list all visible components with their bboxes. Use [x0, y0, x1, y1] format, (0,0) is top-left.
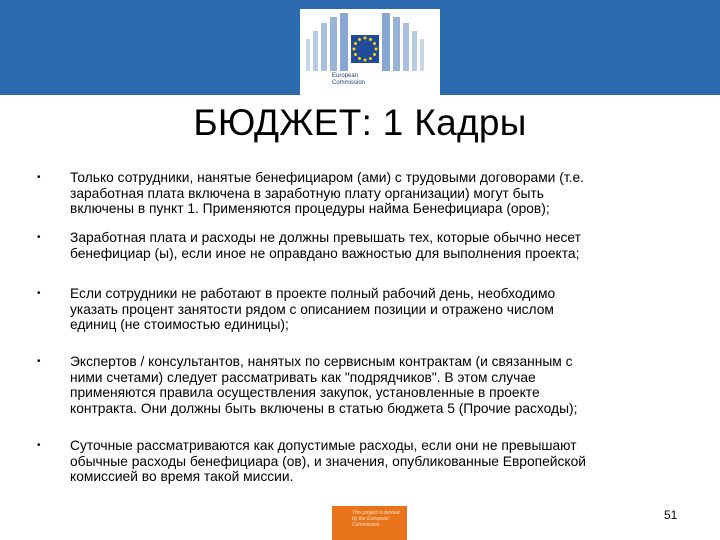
bullet-text: Только сотрудники, нанятые бенефициаром (ами) с трудовыми договорами (т.е. заработная плата включена в заработную плату организации) могут быть включены в пункт 1. Применяются процедуры найма Бенефициара (оров);	[70, 170, 584, 216]
bullet-marker: •	[37, 232, 41, 243]
page-number: 51	[664, 508, 678, 522]
slide-title: БЮДЖЕТ: 1 Кадры	[193, 102, 527, 143]
bullet-text: Экспертов / консультантов, нанятых по сервисным контрактам (и связанным с ними счетами) следует рассматривать как "подрядчиков". В этом случае применяются правила осуществления закупок, установленные в проекте контракта. Они должны быть включены в статью бюджета 5 (Прочие расходы);	[70, 354, 578, 416]
logo-line-1: European	[332, 73, 359, 79]
bullet-marker: •	[37, 172, 41, 183]
logo-line-2: Commission	[332, 80, 366, 86]
funding-box-text	[352, 510, 400, 528]
logo-caption	[332, 73, 412, 87]
bullet-text: Суточные рассматриваются как допустимые расходы, если они не превышают обычные расходы бенефициара (ов), и значения, опубликованные Европейской комиссией во время такой миссии.	[70, 438, 586, 484]
bullet-marker: •	[37, 356, 41, 367]
funding-line-1: This project is funded	[352, 510, 400, 516]
funding-line-2: by the European	[352, 516, 389, 522]
bullet-text: Если сотрудники не работают в проекте полный рабочий день, необходимо указать процент занятости рядом с описанием позиции и отражено числом единиц (не стоимостью единицы);	[70, 286, 556, 332]
funding-line-3: Commission	[352, 522, 380, 528]
bullet-marker: •	[37, 288, 41, 299]
bullet-text: Заработная плата и расходы не должны превышать тех, которые обычно несет бенефициар (ы), если иное не оправдано важностью для выполнения проекта;	[70, 230, 581, 261]
bullet-marker: •	[37, 440, 41, 451]
